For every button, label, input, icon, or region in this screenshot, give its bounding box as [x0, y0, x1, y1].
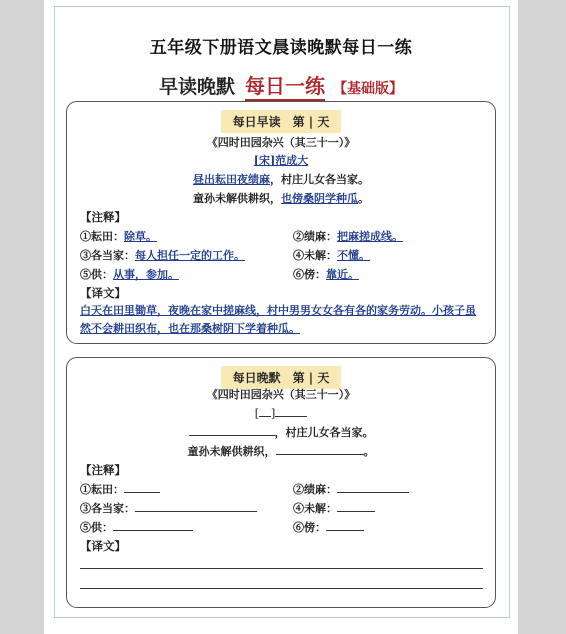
evening-note-3[interactable]: ③各当家：	[80, 500, 257, 516]
evening-note-6[interactable]: ⑥傍：	[293, 519, 364, 535]
morning-badge: 每日早读 第 | 天	[67, 110, 495, 133]
evening-notes-label: 【注释】	[80, 463, 126, 477]
evening-poem-title: 《四时田园杂兴（其三十一）》	[206, 388, 356, 401]
evening-dictation-box	[66, 357, 496, 608]
morning-note-5: ⑤供：从事，参加。	[80, 268, 179, 281]
morning-note-2: ②绩麻：把麻搓成线。	[293, 230, 403, 243]
evening-translation-line-1[interactable]	[80, 568, 483, 569]
evening-poem-line-1[interactable]: ，村庄儿女各当家。	[67, 424, 495, 440]
subtitle	[44, 70, 518, 99]
morning-note-3: ③各当家：每人担任一定的工作。	[80, 249, 245, 262]
worksheet-page	[44, 0, 518, 634]
subtitle-edition: 【基础版】	[333, 81, 403, 97]
morning-translation-label: 【译文】	[80, 286, 126, 300]
evening-note-5[interactable]: ⑤供：	[80, 519, 193, 535]
evening-badge: 每日晚默 第 | 天	[67, 366, 495, 389]
morning-reading-box	[66, 101, 496, 344]
subtitle-morning-evening: 早读晚默	[158, 76, 235, 98]
evening-note-1[interactable]: ①耘田：	[80, 481, 160, 497]
document-title: 五年级下册语文晨读晚默每日一练	[149, 38, 413, 58]
evening-translation-line-2[interactable]	[80, 588, 483, 589]
morning-poem-line-1: 昼出耘田夜绩麻，村庄儿女各当家。	[193, 173, 369, 186]
subtitle-daily-practice: 每日一练	[245, 74, 325, 101]
morning-note-6: ⑥傍：靠近。	[293, 268, 359, 281]
evening-note-2[interactable]: ②绩麻：	[293, 481, 409, 497]
morning-notes-label: 【注释】	[80, 210, 126, 224]
evening-translation-label: 【译文】	[80, 539, 126, 553]
evening-author-blank[interactable]: [ ]	[67, 405, 495, 420]
evening-poem-line-2[interactable]: 童孙未解供耕织， 。	[187, 445, 375, 458]
morning-poem-line-2: 童孙未解供耕织，也傍桑阴学种瓜。	[193, 192, 369, 205]
morning-note-4: ④未解：不懂。	[293, 249, 370, 262]
morning-note-1: ①耘田：除草。	[80, 230, 157, 243]
morning-author: [宋]范成大	[253, 154, 309, 167]
evening-note-4[interactable]: ④未解：	[293, 500, 375, 516]
morning-translation-text: 白天在田里锄草，夜晚在家中搓麻线，村中男男女女各有各的家务劳动。小孩子虽然不会耕田织布，也在那桑树阴下学着种瓜。	[80, 304, 476, 335]
morning-poem-title: 《四时田园杂兴（其三十一）》	[206, 136, 356, 149]
